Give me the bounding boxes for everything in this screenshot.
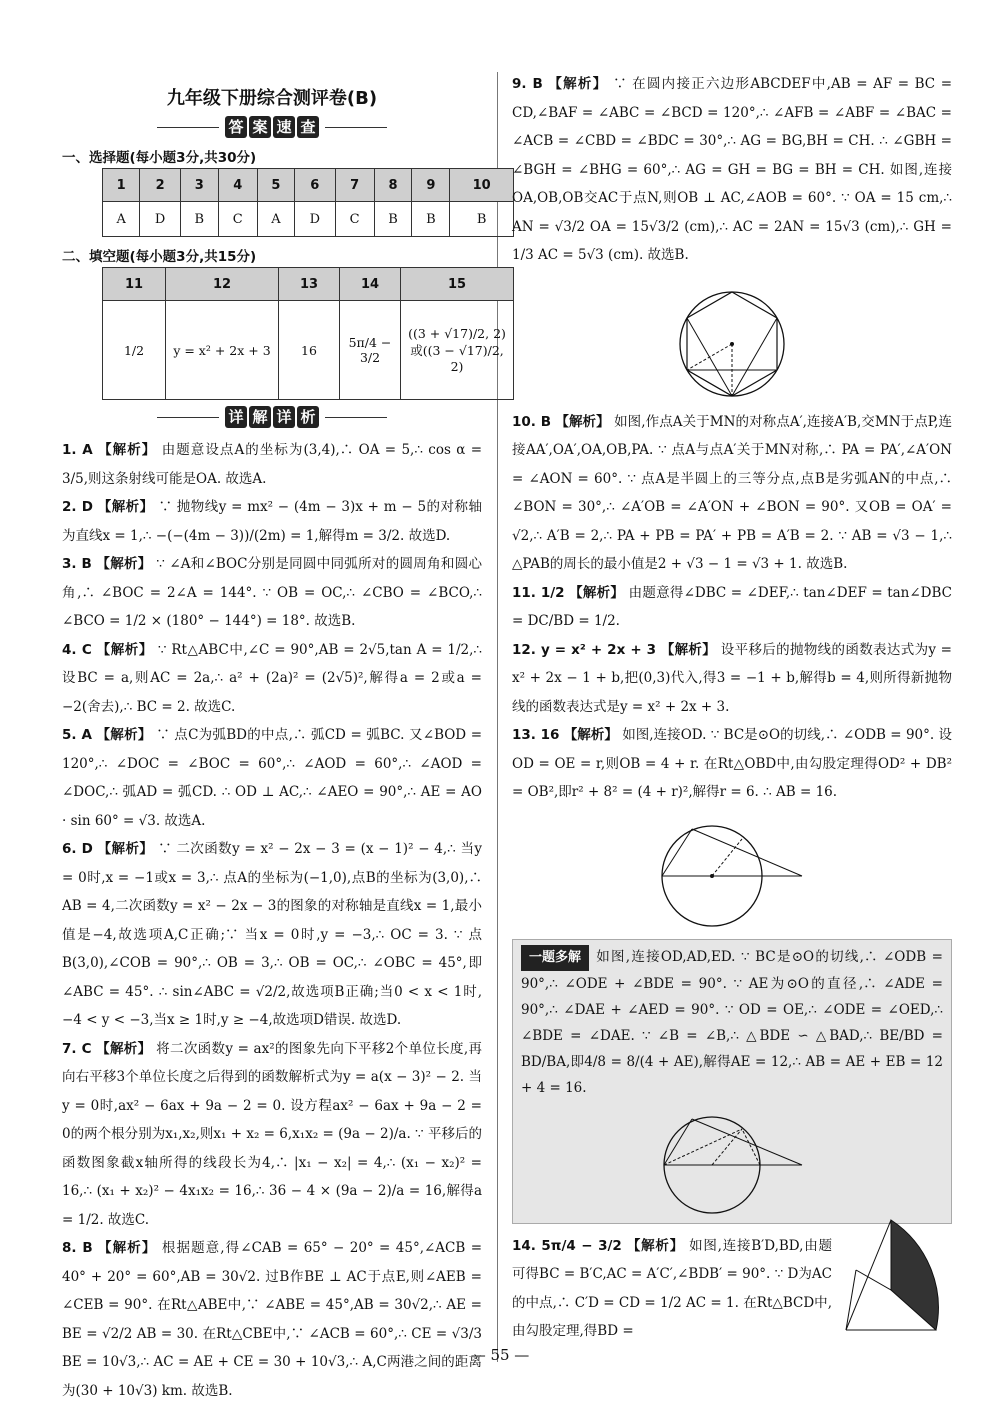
multi-solution-figure xyxy=(521,1105,943,1215)
hexagon-figure xyxy=(512,274,952,404)
fill-answer: ((3 + √17)/2, 2) 或((3 − √17)/2, 2) xyxy=(401,301,514,400)
choice-answer: B xyxy=(374,202,412,237)
fill-number: 11 xyxy=(103,268,166,301)
banner-char: 速 xyxy=(273,116,295,138)
solution-item-12: 12. y = x² + 2x + 3 【解析】 设平移后的抛物线的函数表达式为y = x² + 2x − 1 + b,把(0,3)代入,得3 = −1 + b,解得b = 4,则所得新抛物线的函数表达式是y = x² + 2x + 3. xyxy=(512,641,952,715)
solution-item-6: 6. D 【解析】 ∵ 二次函数y = x² − 2x − 3 = (x − 1)² − 4,∴ 当y = 0时,x = −1或x = 3,∴ 点A的坐标为(−1,0),点B的坐标为(3,0),∴ AB = 4,二次函数y = x² − 2x − 3的图象的对称轴是直线x = 1,最小值是−4,故选项A,C正确;∵ 当x = 0时,y = −3,∴ OC = 3. ∵ 点B(3,0),∠COB = 90°,∴ OB = 3,∴ OB = OC,∴ ∠OBC = 45°,即∠ABC = 45°. ∴ sin∠ABC = √2/2,故选项B正确;当0 < x < 1时,−4 < y < −3,当x ≥ 1时,y ≥ −4,故选项D错误. 故选D. xyxy=(62,841,483,1028)
right-column xyxy=(512,70,952,1346)
fill-heading: 二、填空题(每小题3分,共15分) xyxy=(62,249,257,265)
multi-solution-text: 如图,连接OD,AD,ED. ∵ BC是⊙O的切线,∴ ∠ODB = 90°,∴ ∠ODE + ∠BDE = 90°. ∵ AE为⊙O的直径,∴ ∠ADE = 90°,∴ ∠DAE + ∠AED = 90°. ∵ OD = OE,∴ ∠ODE = ∠OED,∴ ∠BDE = ∠DAE. ∵ ∠B = ∠B,∴ △BDE ∽ △BAD,∴ BE/BD = BD/BA,即4/8 = 8/(4 + AE),解得AE = 12,∴ AB = AE + EB = 12 + 4 = 16. xyxy=(521,948,943,1096)
choice-answer: D xyxy=(140,202,181,237)
choice-number: 1 xyxy=(103,169,140,202)
solution-item-2: 2. D 【解析】 ∵ 抛物线y = mx² − (4m − 3)x + m − 5的对称轴为直线x = 1,∴ −(−(4m − 3))/(2m) = 1,解得m = 3/2. 故选D. xyxy=(62,499,482,544)
choice-answer: B xyxy=(412,202,450,237)
fill-number: 12 xyxy=(166,268,279,301)
fill-answer: 1/2 xyxy=(103,301,166,400)
solution-item-14: 14. 5π/4 − 3/2 【解析】 如图,连接B′D,BD,由题可得BC = B′C,AC = A′C′,∠BDB′ = 90°. ∵ D为AC的中点,∴ C′D = CD = 1/2 AC = 1. 在Rt△BCD中,由勾股定理,得BD = xyxy=(512,1237,832,1339)
solution-item-4: 4. C 【解析】 ∵ Rt△ABC中,∠C = 90°,AB = 2√5,tan A = 1/2,∴ 设BC = a,则AC = 2a,∴ a² + (2a)² = (2√5)²,解得a = 2或a = −2(舍去),∴ BC = 2. 故选C. xyxy=(62,641,482,715)
choice-answer: C xyxy=(335,202,374,237)
choice-number: 9 xyxy=(412,169,450,202)
banner-char: 答 xyxy=(225,116,247,138)
choice-answer-table xyxy=(102,168,514,237)
rotation-figure xyxy=(836,1210,946,1340)
banner-char: 详 xyxy=(225,406,247,428)
choice-answer: A xyxy=(103,202,140,237)
choice-number: 3 xyxy=(180,169,218,202)
fill-number: 14 xyxy=(340,268,401,301)
fill-answer-table xyxy=(102,267,514,400)
fill-number: 13 xyxy=(279,268,340,301)
solution-item-5: 5. A 【解析】 ∵ 点C为弧BD的中点,∴ 弧CD = 弧BC. 又∠BOD = 120°,∴ ∠DOC = ∠BOC = 60°,∴ ∠AOD = 60°,∴ ∠AOD = ∠DOC,∴ 弧AD = 弧CD. ∴ OD ⊥ AC,∴ ∠AEO = 90°,∴ AE = AO · sin 60° = √3. 故选A. xyxy=(62,727,483,829)
choice-number: 6 xyxy=(295,169,336,202)
choice-number: 4 xyxy=(218,169,257,202)
solution-item-3: 3. B 【解析】 ∵ ∠A和∠BOC分别是同圆中同弧所对的圆周角和圆心角,∴ ∠BOC = 2∠A = 144°. ∵ OB = OC,∴ ∠CBO = ∠BCO,∴ ∠BCO = 1/2 × (180° − 144°) = 18°. 故选B. xyxy=(62,556,482,629)
choice-number: 10 xyxy=(450,169,514,202)
banner-char: 查 xyxy=(297,116,319,138)
fill-answer: 5π/4 − 3/2 xyxy=(340,301,401,400)
banner-char: 析 xyxy=(297,406,319,428)
banner-char: 详 xyxy=(273,406,295,428)
choice-number: 8 xyxy=(374,169,412,202)
choice-answer: D xyxy=(295,202,336,237)
solution-item-9: 9. B 【解析】 ∵ 在圆内接正六边形ABCDEF中,AB = AF = BC = CD,∠BAF = ∠ABC = ∠BCD = 120°,∴ ∠AFB = ∠ABF = ∠BAC = ∠ACB = ∠CBD = ∠BDC = 30°,∴ AG = BG,BH = CH. ∴ ∠GBH = ∠BGH = ∠BHG = 60°,∴ AG = GH = BG = BH = CH. 如图,连接OA,OB,OB交AC于点N,则OB ⊥ AC,∠AOB = 60°. ∵ OA = 15 cm,∴ AN = √3/2 OA = 15√3/2 (cm),∴ AC = 2AN = 15√3 (cm),∴ GH = 1/3 AC = 5√3 (cm). 故选B. xyxy=(512,76,953,263)
choice-number: 5 xyxy=(257,169,294,202)
choice-answer: B xyxy=(180,202,218,237)
choice-answer: C xyxy=(218,202,257,237)
solution-item-1: 1. A 【解析】 由题意设点A的坐标为(3,4),∴ OA = 5,∴ cos α = 3/5,则这条射线可能是OA. 故选A. xyxy=(62,442,483,487)
column-divider xyxy=(497,72,498,1362)
page-title: 九年级下册综合测评卷(B) xyxy=(166,88,378,109)
page-number: — 55 — xyxy=(470,1346,530,1364)
solution-item-8: 8. B 【解析】 根据题意,得∠CAB = 65° − 20° = 45°,∠ACB = 40° + 20° = 60°,AB = 30√2. 过B作BE ⊥ AC于点E,则∠AEB = ∠CEB = 90°. 在Rt△ABE中,∵ ∠ABE = 45°,AB = 30√2,∴ AE = BE = √2/2 AB = 30. 在Rt△CBE中,∵ ∠ACB = 60°,∴ CE = √3/3 BE = 10√3,∴ AC = AE + CE = 30 + 10√3,∴ A,C两港之间的距离为(30 + 10√3) km. 故选B. xyxy=(62,1240,483,1399)
fill-answer: y = x² + 2x + 3 xyxy=(166,301,279,400)
fill-answer: 16 xyxy=(279,301,340,400)
solution-item-13: 13. 16 【解析】 如图,连接OD. ∵ BC是⊙O的切线,∴ ∠ODB = 90°. 设OD = OE = r,则OB = 4 + r. 在Rt△OBD中,由勾股定理得OD² + DB² = OB²,即r² + 8² = (4 + r)²,解得r = 6. ∴ AB = 16. xyxy=(512,727,952,800)
choice-number: 7 xyxy=(335,169,374,202)
tangent-circle-figure xyxy=(512,811,952,931)
explain-banner xyxy=(62,406,482,428)
answers-banner xyxy=(62,116,482,138)
solution-item-10: 10. B 【解析】 如图,作点A关于MN的对称点A′,连接A′B,交MN于点P,连接AA′,OA′,OA,OB,PA. ∵ 点A与点A′关于MN对称,∴ PA = PA′,∠A′ON = ∠AON = 60°. ∵ 点A是半圆上的三等分点,点B是劣弧AN的中点,∴ ∠BON = 30°,∴ ∠A′OB = ∠A′ON + ∠BON = 90°. 又OB = OA′ = √2,∴ A′B = 2,∴ PA + PB = PA′ + PB = A′B = 2. ∵ AB = √3 − 1,∴ △PAB的周长的最小值是2 + √3 − 1 = √3 + 1. 故选B. xyxy=(512,413,953,572)
fill-number: 15 xyxy=(401,268,514,301)
banner-char: 解 xyxy=(249,406,271,428)
choice-number: 2 xyxy=(140,169,181,202)
solution-item-11: 11. 1/2 【解析】 由题意得∠DBC = ∠DEF,∴ tan∠DEF = tan∠DBC = DC/BD = 1/2. xyxy=(512,584,952,629)
solution-item-7: 7. C 【解析】 将二次函数y = ax²的图象先向下平移2个单位长度,再向右平移3个单位长度之后得到的函数解析式为y = a(x − 3)² − 2. 当y = 0时,ax² − 6ax + 9a − 2 = 0. 设方程ax² − 6ax + 9a − 2 = 0的两个根分别为x₁,x₂,则x₁ + x₂ = 6,x₁x₂ = (9a − 2)/a. ∵ 平移后的函数图象截x轴所得的线段长为4,∴ |x₁ − x₂| = 4,∴ (x₁ − x₂)² = 16,∴ (x₁ + x₂)² − 4x₁x₂ = 16,∴ 36 − 4 × (9a − 2)/a = 16,解得a = 1/2. 故选C. xyxy=(62,1040,482,1228)
multi-solution-label: 一题多解 xyxy=(521,945,589,971)
choice-heading: 一、选择题(每小题3分,共30分) xyxy=(62,150,257,166)
banner-char: 案 xyxy=(249,116,271,138)
multi-solution-box xyxy=(512,939,952,1224)
choice-answer: A xyxy=(257,202,294,237)
choice-answer: B xyxy=(450,202,514,237)
